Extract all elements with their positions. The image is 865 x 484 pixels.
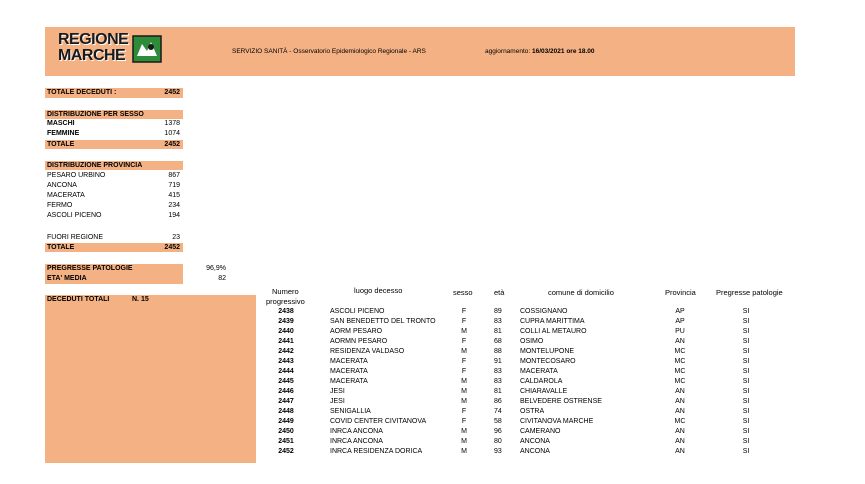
totale-deceduti-value: 2452: [164, 89, 180, 96]
cell-patologie: SI: [742, 418, 750, 425]
header-numero-line1: Numero: [272, 287, 299, 296]
cell-sesso: M: [461, 388, 467, 395]
update-value: 16/03/2021 ore 18.00: [531, 48, 595, 55]
cell-numero: 2443: [278, 358, 294, 365]
maschi-value: 1378: [164, 120, 180, 127]
provincia-item-label: PESARO URBINO: [47, 172, 106, 179]
header-numero-line2: progressivo: [266, 297, 305, 306]
cell-eta: 91: [494, 358, 502, 365]
table-row: [268, 408, 798, 418]
cell-provincia: AP: [675, 318, 685, 325]
cell-provincia: AN: [675, 398, 685, 405]
header-patologie: Pregresse patologie: [716, 288, 783, 297]
cell-comune: COSSIGNANO: [520, 308, 568, 315]
table-row: [268, 438, 798, 448]
cell-numero: 2444: [278, 368, 294, 375]
cell-eta: 86: [494, 398, 502, 405]
cell-comune: BELVEDERE OSTRENSE: [520, 398, 602, 405]
cell-numero: 2450: [278, 428, 294, 435]
provincia-item-label: ANCONA: [47, 182, 77, 189]
table-row: [268, 358, 798, 368]
cell-patologie: SI: [742, 428, 750, 435]
cell-comune: COLLI AL METAURO: [520, 328, 587, 335]
cell-luogo: AORMN PESARO: [330, 338, 388, 345]
cell-comune: ANCONA: [520, 438, 550, 445]
cell-patologie: SI: [742, 328, 750, 335]
cell-patologie: SI: [742, 348, 750, 355]
header-numero: [266, 287, 305, 307]
cell-comune: CAMERANO: [520, 428, 561, 435]
cell-comune: CIVITANOVA MARCHE: [520, 418, 594, 425]
cell-sesso: F: [461, 358, 467, 365]
marche-emblem-icon: [132, 35, 162, 63]
provincia-item-value: 719: [168, 182, 180, 189]
cell-eta: 81: [494, 328, 502, 335]
cell-luogo: SENIGALLIA: [330, 408, 371, 415]
cell-numero: 2445: [278, 378, 294, 385]
table-row: [268, 428, 798, 438]
cell-eta: 68: [494, 338, 502, 345]
table-row: [268, 418, 798, 428]
cell-comune: CUPRA MARITTIMA: [520, 318, 585, 325]
cell-provincia: MC: [674, 418, 686, 425]
header-sesso: sesso: [453, 288, 473, 297]
cell-luogo: INRCA ANCONA: [330, 438, 383, 445]
table-row: [268, 328, 798, 338]
cell-eta: 83: [494, 318, 502, 325]
femmine-label: FEMMINE: [47, 130, 80, 137]
header-luogo: luogo decesso: [354, 286, 403, 295]
cell-patologie: SI: [742, 448, 750, 455]
cell-numero: 2439: [278, 318, 294, 325]
logo-line1: REGIONE: [58, 31, 129, 48]
provincia-title: DISTRIBUZIONE PROVINCIA: [47, 162, 143, 169]
cell-numero: 2438: [278, 308, 294, 315]
cell-luogo: ASCOLI PICENO: [330, 308, 385, 315]
cell-sesso: M: [461, 448, 467, 455]
femmine-value: 1074: [164, 130, 180, 137]
cell-sesso: F: [461, 308, 467, 315]
sesso-title: DISTRIBUZIONE PER SESSO: [47, 111, 144, 118]
cell-provincia: AN: [675, 448, 685, 455]
cell-patologie: SI: [742, 388, 750, 395]
cell-provincia: PU: [675, 328, 685, 335]
cell-comune: OSIMO: [520, 338, 544, 345]
update-info: [485, 48, 595, 55]
cell-patologie: SI: [742, 338, 750, 345]
eta-media-value: 82: [218, 275, 226, 282]
cell-numero: 2441: [278, 338, 294, 345]
totale-deceduti-label: TOTALE DECEDUTI :: [47, 89, 117, 96]
header-eta: età: [494, 288, 505, 297]
sesso-totale-value: 2452: [164, 141, 180, 148]
provincia-item-label: FERMO: [47, 202, 73, 209]
provincia-item-label: MACERATA: [47, 192, 85, 199]
cell-sesso: F: [461, 338, 467, 345]
cell-luogo: RESIDENZA VALDASO: [330, 348, 405, 355]
cell-sesso: M: [461, 328, 467, 335]
cell-sesso: M: [461, 438, 467, 445]
cell-eta: 83: [494, 378, 502, 385]
cell-numero: 2447: [278, 398, 294, 405]
cell-eta: 74: [494, 408, 502, 415]
eta-media-label: ETA' MEDIA: [47, 275, 87, 282]
cell-luogo: MACERATA: [330, 358, 368, 365]
cell-numero: 2448: [278, 408, 294, 415]
cell-sesso: M: [461, 398, 467, 405]
sesso-totale-label: TOTALE: [47, 141, 75, 148]
table-row: [268, 378, 798, 388]
cell-luogo: SAN BENEDETTO DEL TRONTO: [330, 318, 436, 325]
cell-provincia: AN: [675, 388, 685, 395]
cell-provincia: AN: [675, 428, 685, 435]
deceduti-totali-value: N. 15: [132, 296, 149, 303]
cell-patologie: SI: [742, 378, 750, 385]
patologie-label: PREGRESSE PATOLOGIE: [47, 265, 133, 272]
cell-provincia: AN: [675, 408, 685, 415]
table-row: [268, 448, 798, 458]
cell-eta: 58: [494, 418, 502, 425]
table-row: [268, 318, 798, 328]
cell-comune: OSTRA: [520, 408, 545, 415]
cell-provincia: AN: [675, 438, 685, 445]
table-row: [268, 308, 798, 318]
cell-patologie: SI: [742, 398, 750, 405]
cell-eta: 96: [494, 428, 502, 435]
cell-comune: CALDAROLA: [520, 378, 563, 385]
cell-provincia: MC: [674, 348, 686, 355]
cell-numero: 2452: [278, 448, 294, 455]
header-comune: comune di domicilio: [548, 288, 614, 297]
cell-numero: 2440: [278, 328, 294, 335]
cell-comune: ANCONA: [520, 448, 550, 455]
cell-patologie: SI: [742, 438, 750, 445]
cell-eta: 80: [494, 438, 502, 445]
cell-patologie: SI: [742, 358, 750, 365]
cell-sesso: F: [461, 418, 467, 425]
cell-numero: 2442: [278, 348, 294, 355]
cell-sesso: M: [461, 378, 467, 385]
cell-comune: MONTECOSARO: [520, 358, 576, 365]
provincia-totale-label: TOTALE: [47, 244, 75, 251]
provincia-item-value: 867: [168, 172, 180, 179]
cell-sesso: F: [461, 368, 467, 375]
service-title: SERVIZIO SANITÀ - Osservatorio Epidemiologico Regionale - ARS: [232, 48, 426, 55]
provincia-item-value: 194: [168, 212, 180, 219]
cell-provincia: MC: [674, 368, 686, 375]
cell-luogo: COVID CENTER CIVITANOVA: [330, 418, 427, 425]
cell-eta: 89: [494, 308, 502, 315]
cell-numero: 2449: [278, 418, 294, 425]
cell-luogo: INRCA RESIDENZA DORICA: [330, 448, 423, 455]
cell-sesso: M: [461, 428, 467, 435]
cell-numero: 2451: [278, 438, 294, 445]
update-label: aggiornamento:: [485, 48, 531, 55]
logo-line2: MARCHE: [58, 47, 126, 64]
deceduti-totali-box: [45, 295, 256, 463]
cell-patologie: SI: [742, 368, 750, 375]
header-provincia: Provincia: [665, 288, 696, 297]
maschi-label: MASCHI: [47, 120, 75, 127]
cell-provincia: MC: [674, 358, 686, 365]
cell-eta: 88: [494, 348, 502, 355]
table-row: [268, 348, 798, 358]
cell-comune: MACERATA: [520, 368, 558, 375]
provincia-item-label: ASCOLI PICENO: [47, 212, 102, 219]
provincia-item-value: 415: [168, 192, 180, 199]
provincia-item-value: 234: [168, 202, 180, 209]
cell-luogo: AORM PESARO: [330, 328, 383, 335]
table-row: [268, 368, 798, 378]
cell-eta: 83: [494, 368, 502, 375]
cell-luogo: JESI: [330, 398, 345, 405]
deceduti-totali-label: DECEDUTI TOTALI: [47, 296, 110, 303]
cell-luogo: INRCA ANCONA: [330, 428, 383, 435]
cell-patologie: SI: [742, 308, 750, 315]
cell-comune: CHIARAVALLE: [520, 388, 568, 395]
cell-patologie: SI: [742, 318, 750, 325]
table-row: [268, 398, 798, 408]
cell-provincia: MC: [674, 378, 686, 385]
regione-marche-logo: [58, 32, 168, 72]
cell-provincia: AN: [675, 338, 685, 345]
cell-sesso: F: [461, 408, 467, 415]
cell-eta: 81: [494, 388, 502, 395]
cell-numero: 2446: [278, 388, 294, 395]
patologie-value: 96,9%: [206, 265, 226, 272]
cell-luogo: JESI: [330, 388, 345, 395]
cell-eta: 93: [494, 448, 502, 455]
cell-patologie: SI: [742, 408, 750, 415]
cell-comune: MONTELUPONE: [520, 348, 575, 355]
cell-luogo: MACERATA: [330, 378, 368, 385]
cell-sesso: F: [461, 318, 467, 325]
table-row: [268, 388, 798, 398]
cell-provincia: AP: [675, 308, 685, 315]
provincia-totale-value: 2452: [164, 244, 180, 251]
cell-luogo: MACERATA: [330, 368, 368, 375]
cell-sesso: M: [461, 348, 467, 355]
table-row: [268, 338, 798, 348]
fuori-regione-label: FUORI REGIONE: [47, 234, 104, 241]
fuori-regione-value: 23: [172, 234, 180, 241]
